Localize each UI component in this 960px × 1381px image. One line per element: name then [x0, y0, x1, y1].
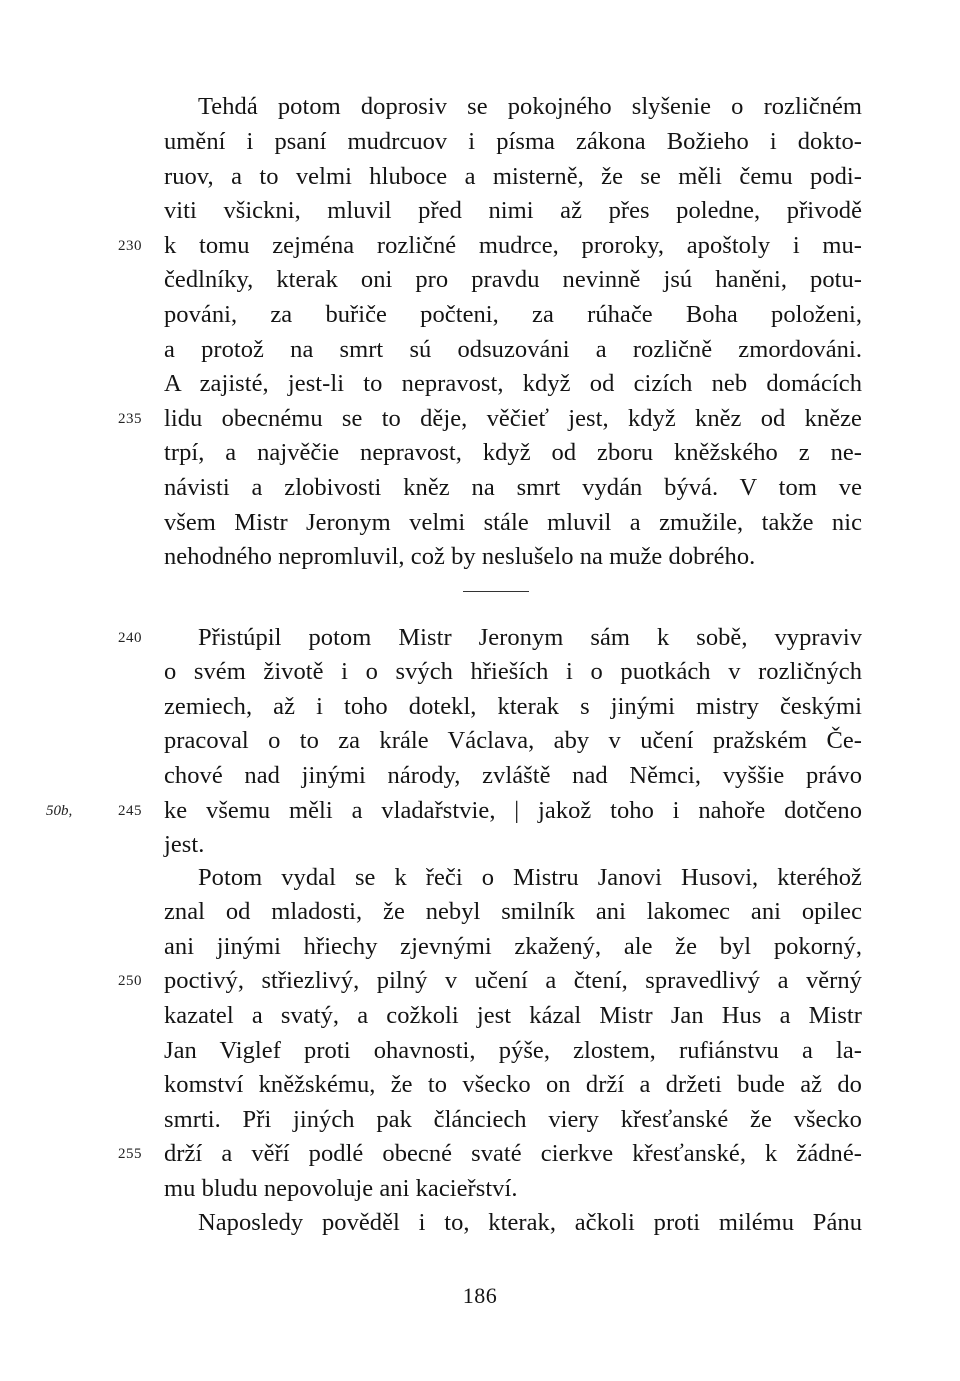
text-line: poctivý, střiezlivý, pilný v učení a čtení, spravedlivý a věrný	[164, 967, 862, 994]
section-divider	[463, 591, 529, 592]
text-line: znal od mladosti, že nebyl smilník ani lakomec ani opilec	[164, 898, 862, 925]
text-line: kazatel a svatý, a cožkoli jest kázal Mistr Jan Hus a Mistr	[164, 1002, 862, 1029]
line-number: 255	[118, 1146, 142, 1162]
text-line: trpí, a najvěčie nepravost, když od zboru kněžského z ne-	[164, 439, 862, 466]
text-line: všem Mistr Jeronym velmi stále mluvil a zmužile, takže nic	[164, 509, 862, 536]
text-line: A zajisté, jest-li to nepravost, když od cizích neb domácích	[164, 370, 862, 397]
text-line: Přistúpil potom Mistr Jeronym sám k sobě, vypraviv	[198, 624, 862, 651]
text-line: jest.	[164, 831, 205, 858]
text-line: drží a věří podlé obecné svaté cierkve křesťanské, k žádné-	[164, 1140, 862, 1167]
text-line: ruov, a to velmi hluboce a misterně, že se měli čemu podi-	[164, 163, 862, 190]
text-line: a protož na smrt sú odsuzováni a rozličně zmordováni.	[164, 336, 862, 363]
text-line: ke všemu měli a vladařstvie, | jakož toho i nahoře dotčeno	[164, 797, 862, 824]
text-line: mu bludu nepovoluje ani kacieřství.	[164, 1175, 518, 1202]
text-line: o svém životě i o svých hřieších i o puotkách v rozličných	[164, 658, 862, 685]
text-line: komství kněžskému, že to všecko on drží a držeti bude až do	[164, 1071, 862, 1098]
text-line: viti všickni, mluvil před nimi až přes poledne, přivodě	[164, 197, 862, 224]
text-line: návisti a zlobivosti kněz na smrt vydán bývá. V tom ve	[164, 474, 862, 501]
text-line: nehodného nepromluvil, což by neslušelo na muže dobrého.	[164, 543, 756, 570]
page-number: 186	[462, 1283, 498, 1308]
line-number: 230	[118, 238, 142, 254]
folio-margin-note: 50b,	[46, 803, 73, 819]
text-line: pováni, za buřiče počteni, za rúhače Boha položeni,	[164, 301, 862, 328]
line-number: 245	[118, 803, 142, 819]
text-line: ani jinými hřiechy zjevnými zkažený, ale že byl pokorný,	[164, 933, 862, 960]
text-line: čedlníky, kterak oni pro pravdu nevinně jsú haněni, potu-	[164, 266, 862, 293]
text-line: Jan Viglef proti ohavnosti, pýše, zlostem, rufiánstvu a la-	[164, 1037, 862, 1064]
text-line: umění i psaní mudrcuov i písma zákona Božieho i dokto-	[164, 128, 862, 155]
text-line: Naposledy pověděl i to, kterak, ačkoli proti milému Pánu	[198, 1209, 862, 1236]
line-number: 250	[118, 973, 142, 989]
text-line: Tehdá potom doprosiv se pokojného slyšenie o rozličném	[198, 93, 862, 120]
text-line: k tomu zejména rozličné mudrce, proroky, apoštoly i mu-	[164, 232, 862, 259]
line-number: 240	[118, 630, 142, 646]
text-line: chové nad jinými národy, zvláště nad Němci, vyššie právo	[164, 762, 862, 789]
line-number: 235	[118, 411, 142, 427]
text-line: smrti. Při jiných pak článciech viery křesťanské že všecko	[164, 1106, 862, 1133]
text-line: zemiech, až i toho dotekl, kterak s jinými mistry českými	[164, 693, 862, 720]
text-line: lidu obecnému se to děje, věčieť jest, když kněz od kněze	[164, 405, 862, 432]
text-line: Potom vydal se k řeči o Mistru Janovi Husovi, kteréhož	[198, 864, 862, 891]
text-line: pracoval o to za krále Václava, aby v učení pražském Če-	[164, 727, 862, 754]
